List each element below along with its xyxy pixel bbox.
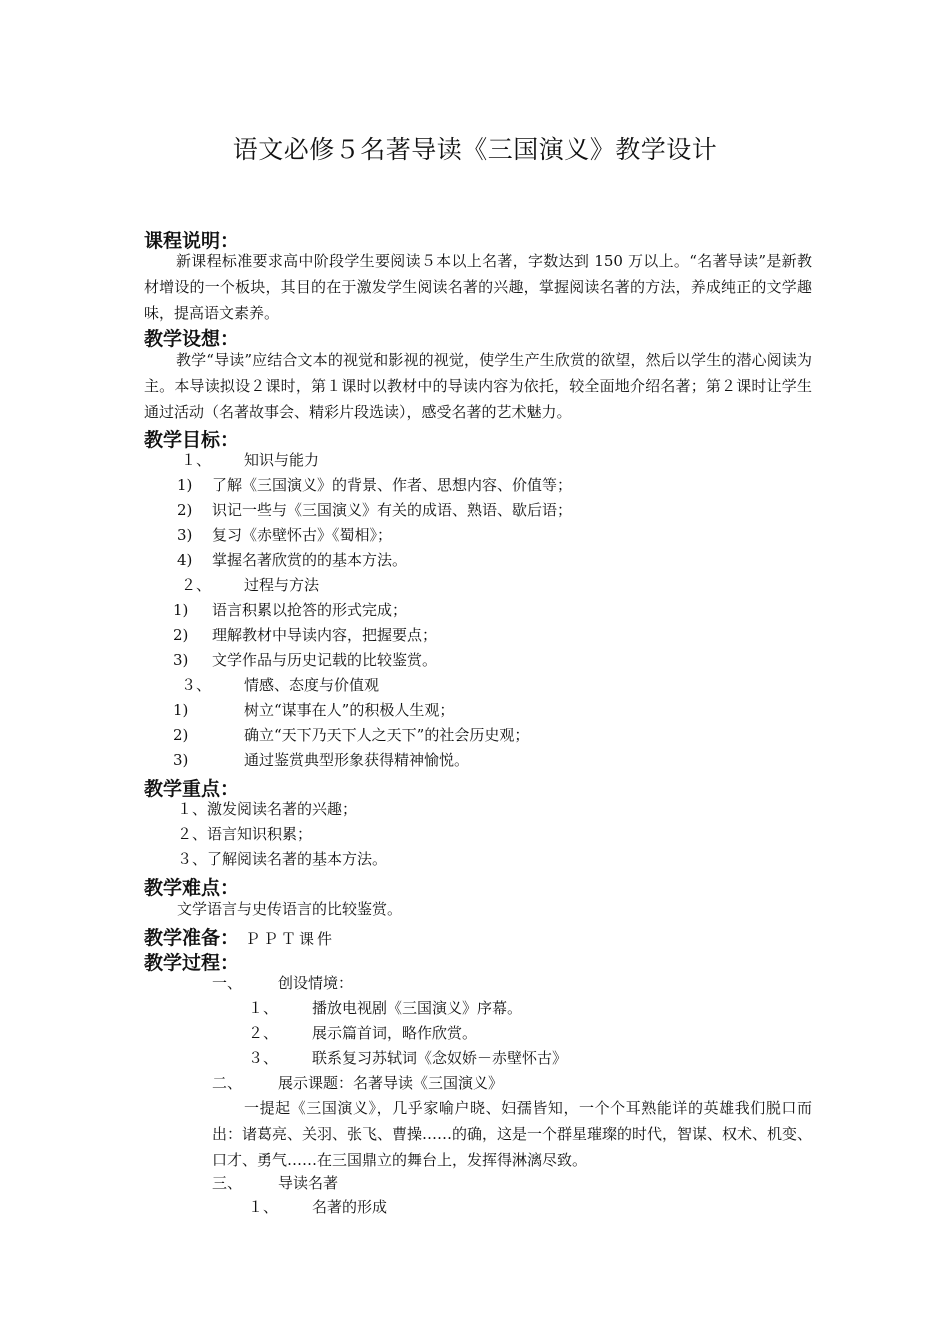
process-substep-number: １、 [248,999,279,1017]
preparation-label: 教学准备： [144,927,240,949]
process-step-label: 展示课题：名著导读《三国演义》 [278,1074,504,1092]
goal-group-label: 情感、态度与价值观 [244,676,380,694]
heading-preparation [144,923,335,950]
goal-item [177,475,572,495]
goal-group-number: ３、 [181,676,212,694]
goal-group-1 [181,450,319,470]
goal-item-number: 1) [173,601,189,619]
heading-difficulty: 教学难点： [144,877,240,899]
process-substep-number: １、 [248,1198,279,1216]
document-title: 语文必修５名著导读《三国演义》教学设计 [232,135,718,164]
goal-item-text: 复习《赤壁怀古》《蜀相》； [212,526,393,544]
goal-item [173,725,529,745]
difficulty-text: 文学语言与史传语言的比较鉴赏。 [177,900,403,918]
heading-key-points: 教学重点： [144,778,240,800]
goal-group-label: 过程与方法 [244,576,320,594]
goal-item-text: 理解教材中导读内容，把握要点； [212,626,438,644]
goal-item [177,550,407,570]
goal-group-3 [181,675,379,695]
goal-item-number: 2) [173,726,189,744]
preparation-value: ＰＰＴ课件 [245,930,336,948]
goal-item [173,650,437,670]
process-step-label: 创设情境： [278,974,354,992]
process-substep [248,998,522,1018]
process-step-label: 导读名著 [278,1174,339,1192]
process-substep [248,1048,567,1068]
goal-group-number: ２、 [181,576,212,594]
goal-item [177,500,572,520]
goal-item-text: 通过鉴赏典型形象获得精神愉悦。 [244,751,470,769]
process-step [212,1073,503,1093]
key-point-item: １、激发阅读名著的兴趣； [177,800,358,818]
goal-item-text: 确立“天下乃天下人之天下”的社会历史观； [244,726,530,744]
paragraph-teaching-concept: 教学“导读”应结合文本的视觉和影视的视觉，使学生产生欣赏的欲望，然后以学生的潜心阅读为主。本导读拟设２课时，第１课时以教材中的导读内容为依托，较全面地介绍名著；第２课时让学生通过活动（名著故事会、精彩片段选读），感受名著的艺术魅力。 [144,351,812,421]
process-step [212,1173,338,1193]
heading-teaching-concept: 教学设想： [144,328,240,350]
goal-item-text: 掌握名著欣赏的的基本方法。 [212,551,408,569]
goal-group-2 [181,575,319,595]
paragraph-course-description: 新课程标准要求高中阶段学生要阅读５本以上名著，字数达到 150 万以上。“名著导读”是新教材增设的一个板块，其目的在于激发学生阅读名著的兴趣，掌握阅读名著的方法，养成纯正的文学趣味，提高语文素养。 [144,252,812,322]
goal-item [173,600,407,620]
process-substep-text: 播放电视剧《三国演义》序幕。 [312,999,523,1017]
heading-process: 教学过程： [144,952,240,974]
goal-item [173,625,437,645]
process-step-number: 三、 [212,1174,243,1192]
process-step-number: 二、 [212,1074,243,1092]
goal-group-label: 知识与能力 [244,451,320,469]
process-step-number: 一、 [212,974,243,992]
goal-item-text: 了解《三国演义》的背景、作者、思想内容、价值等； [212,476,573,494]
goal-item-number: 2) [173,626,189,644]
goal-item-number: 2) [177,501,193,519]
key-point-item: ３、了解阅读名著的基本方法。 [177,850,388,868]
process-substep-number: ２、 [248,1024,279,1042]
process-substep-number: ３、 [248,1049,279,1067]
heading-teaching-goals: 教学目标： [144,429,240,451]
process-substep [248,1197,387,1217]
goal-item-number: 3) [177,526,193,544]
goal-item-text: 识记一些与《三国演义》有关的成语、熟语、歇后语； [212,501,573,519]
goal-item-number: 4) [177,551,193,569]
process-substep-text: 展示篇首词，略作欣赏。 [312,1024,478,1042]
process-paragraph: 一提起《三国演义》，几乎家喻户晓、妇孺皆知，一个个耳熟能详的英雄我们脱口而出：诸葛亮、关羽、张飞、曹操……的确，这是一个群星璀璨的时代，智谋、权术、机变、口才、勇气……在三国鼎立的舞台上，发挥得淋漓尽致。 [212,1099,813,1169]
goal-item-number: 3) [173,651,189,669]
key-point-item: ２、语言知识积累； [177,825,313,843]
process-substep [248,1023,477,1043]
goal-item [173,750,469,770]
goal-item-text: 树立“谋事在人”的积极人生观； [244,701,455,719]
goal-item [173,700,454,720]
goal-item-number: 1) [173,701,189,719]
heading-course-description: 课程说明： [144,230,240,252]
goal-item-text: 文学作品与历史记载的比较鉴赏。 [212,651,438,669]
process-substep-text: 联系复习苏轼词《念奴娇－赤壁怀古》 [312,1049,568,1067]
goal-item-number: 3) [173,751,189,769]
process-substep-text: 名著的形成 [312,1198,388,1216]
goal-group-number: １、 [181,451,212,469]
goal-item-number: 1) [177,476,193,494]
goal-item-text: 语言积累以抢答的形式完成； [212,601,408,619]
process-step [212,973,353,993]
goal-item [177,525,392,545]
